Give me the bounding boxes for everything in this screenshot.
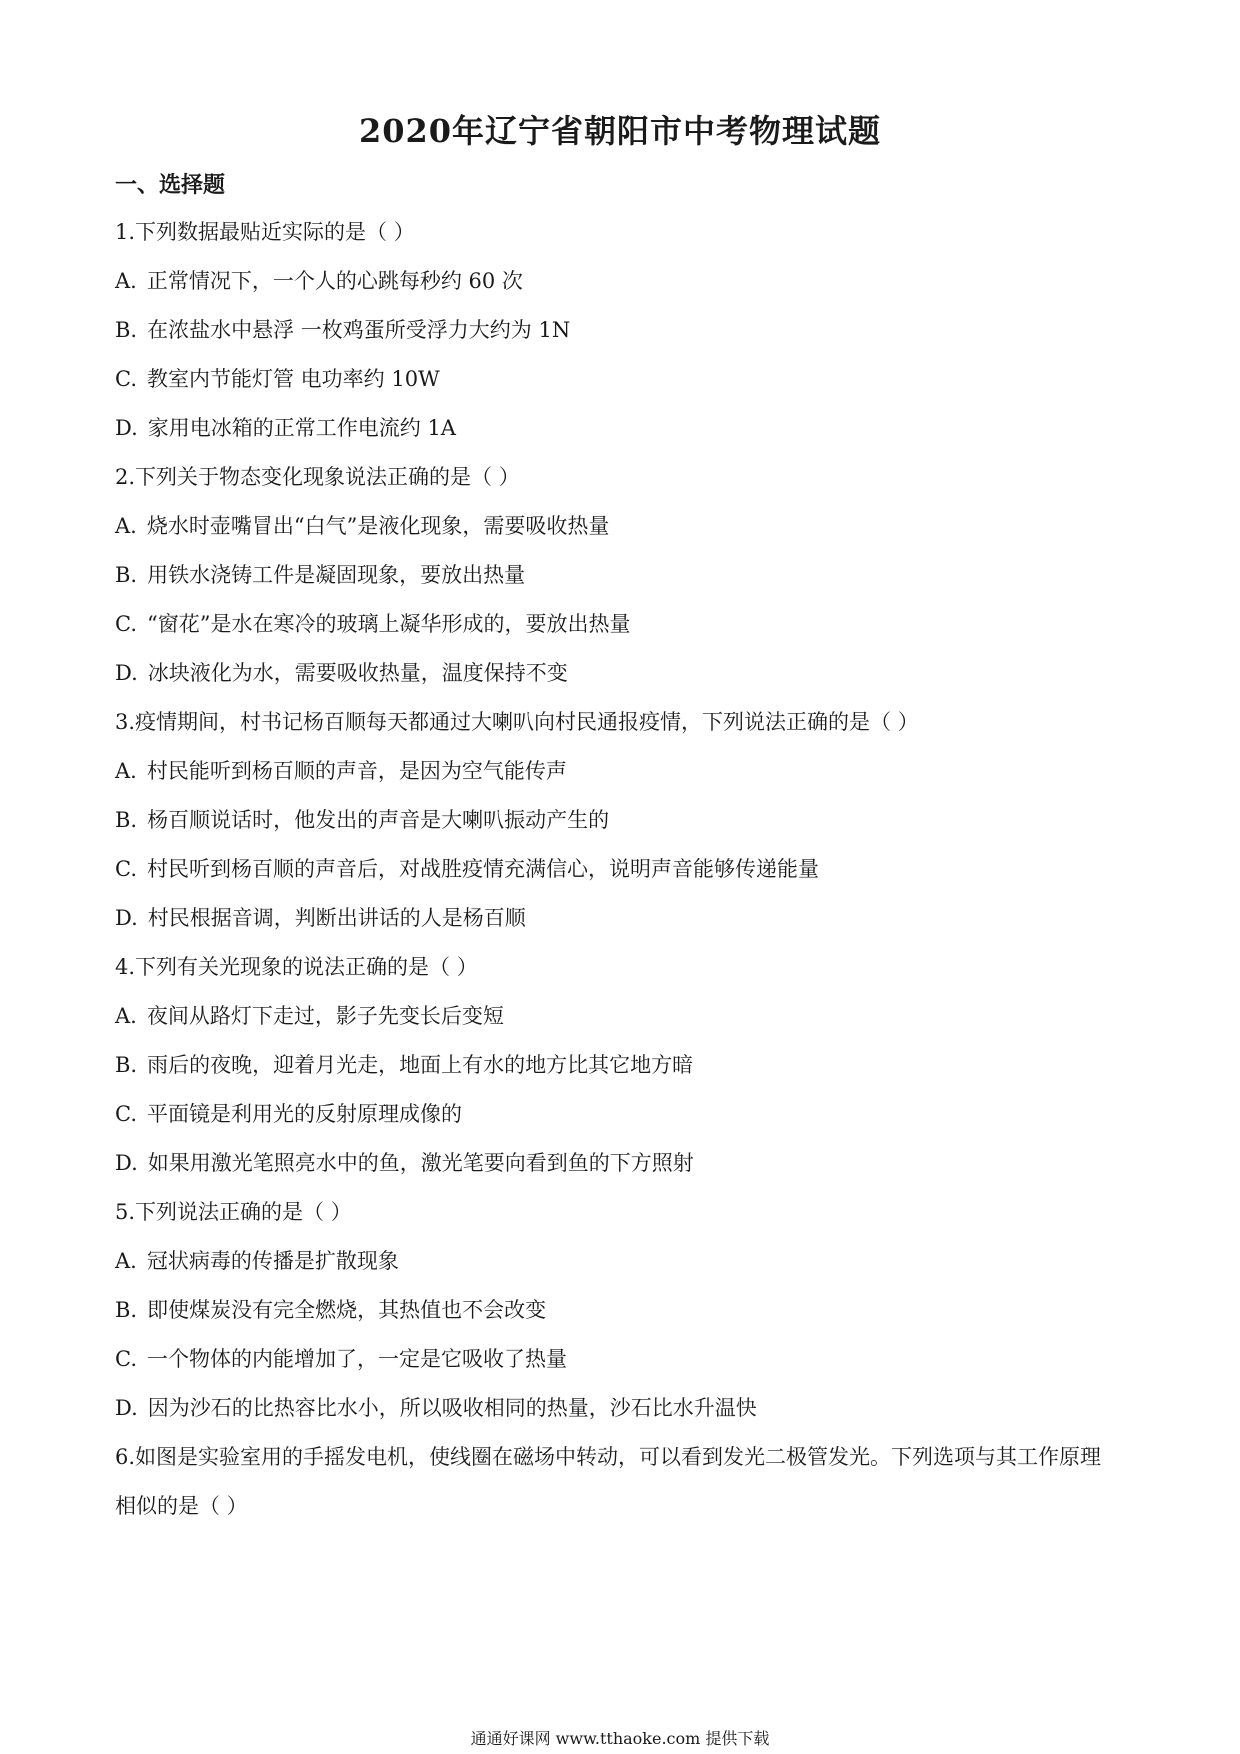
option-row (115, 362, 1135, 411)
option-row (115, 509, 1135, 558)
option-row (115, 1146, 1135, 1195)
option-letter: D. (115, 661, 138, 685)
option-letter: B. (115, 808, 138, 832)
option-letter: C. (115, 612, 137, 636)
section-title: 一、选择题 (115, 172, 226, 198)
option-text: 家用电冰箱的正常工作电流约 1A (147, 416, 456, 440)
option-row (115, 313, 1135, 362)
option-letter: C. (115, 857, 137, 881)
question-stem: 4.下列有关光现象的说法正确的是（ ） (115, 955, 478, 979)
option-row (115, 656, 1135, 705)
option-row (115, 558, 1135, 607)
option-text: 教室内节能灯管 电功率约 10W (147, 367, 440, 391)
option-row (115, 1244, 1135, 1293)
option-letter: A. (115, 269, 137, 293)
option-text: 如果用激光笔照亮水中的鱼，激光笔要向看到鱼的下方照射 (147, 1151, 694, 1175)
question-stem: 3.疫情期间，村书记杨百顺每天都通过大喇叭向村民通报疫情，下列说法正确的是（ ） (115, 710, 919, 734)
option-text: 夜间从路灯下走过，影子先变长后变短 (146, 1004, 504, 1028)
option-text: 在浓盐水中悬浮 一枚鸡蛋所受浮力大约为 1N (147, 318, 571, 342)
option-letter: A. (115, 1249, 137, 1273)
question-stem: 6.如图是实验室用的手摇发电机，使线圈在磁场中转动，可以看到发光二极管发光。下列选项与其工作原理 (115, 1445, 1102, 1469)
option-row (115, 1293, 1135, 1342)
footer-watermark: 通通好课网 www.tthaoke.com 提供下载 (470, 1729, 770, 1748)
option-row (115, 264, 1135, 313)
option-row (115, 754, 1135, 803)
option-text: 一个物体的内能增加了，一定是它吸收了热量 (147, 1347, 567, 1371)
option-letter: D. (115, 1151, 138, 1175)
question-stem: 2.下列关于物态变化现象说法正确的是（ ） (115, 465, 520, 489)
option-row (115, 607, 1135, 656)
option-text: 杨百顺说话时，他发出的声音是大喇叭振动产生的 (147, 808, 610, 832)
option-letter: A. (115, 514, 137, 538)
option-text: “窗花”是水在寒冷的玻璃上凝华形成的，要放出热量 (147, 612, 631, 636)
option-row (115, 803, 1135, 852)
option-text: 冠状病毒的传播是扩散现象 (146, 1249, 399, 1273)
option-text: 即使煤炭没有完全燃烧，其热值也不会改变 (147, 1298, 547, 1322)
option-letter: C. (115, 1102, 137, 1126)
option-letter: A. (115, 759, 137, 783)
option-letter: D. (115, 1396, 138, 1420)
option-letter: B. (115, 1053, 138, 1077)
question-stem: 1.下列数据最贴近实际的是（ ） (115, 220, 415, 244)
option-row (115, 852, 1135, 901)
option-text: 平面镜是利用光的反射原理成像的 (147, 1102, 462, 1126)
option-row (115, 411, 1135, 460)
option-letter: D. (115, 416, 138, 440)
option-text: 村民听到杨百顺的声音后，对战胜疫情充满信心，说明声音能够传递能量 (147, 857, 819, 881)
option-text: 村民根据音调，判断出讲话的人是杨百顺 (147, 906, 526, 930)
option-text: 因为沙石的比热容比水小，所以吸收相同的热量，沙石比水升温快 (147, 1396, 757, 1420)
option-text: 用铁水浇铸工件是凝固现象，要放出热量 (147, 563, 526, 587)
option-text: 冰块液化为水，需要吸收热量，温度保持不变 (147, 661, 568, 685)
option-row (115, 1391, 1135, 1440)
question-stem-continued: 相似的是（ ） (115, 1494, 248, 1518)
option-text: 正常情况下，一个人的心跳每秒约 60 次 (146, 269, 523, 293)
option-row (115, 1048, 1135, 1097)
option-row (115, 999, 1135, 1048)
option-row (115, 1097, 1135, 1146)
option-letter: C. (115, 1347, 137, 1371)
option-letter: B. (115, 563, 138, 587)
option-letter: D. (115, 906, 138, 930)
option-row (115, 901, 1135, 950)
option-row (115, 1342, 1135, 1391)
option-letter: A. (115, 1004, 137, 1028)
option-text: 烧水时壶嘴冒出“白气”是液化现象，需要吸收热量 (146, 514, 610, 538)
question-list (115, 215, 1135, 1538)
page-title: 2020年辽宁省朝阳市中考物理试题 (358, 112, 882, 150)
option-text: 村民能听到杨百顺的声音，是因为空气能传声 (146, 759, 567, 783)
question-stem: 5.下列说法正确的是（ ） (115, 1200, 352, 1224)
option-letter: C. (115, 367, 137, 391)
option-text: 雨后的夜晚，迎着月光走，地面上有水的地方比其它地方暗 (147, 1053, 694, 1077)
option-letter: B. (115, 1298, 138, 1322)
option-letter: B. (115, 318, 138, 342)
